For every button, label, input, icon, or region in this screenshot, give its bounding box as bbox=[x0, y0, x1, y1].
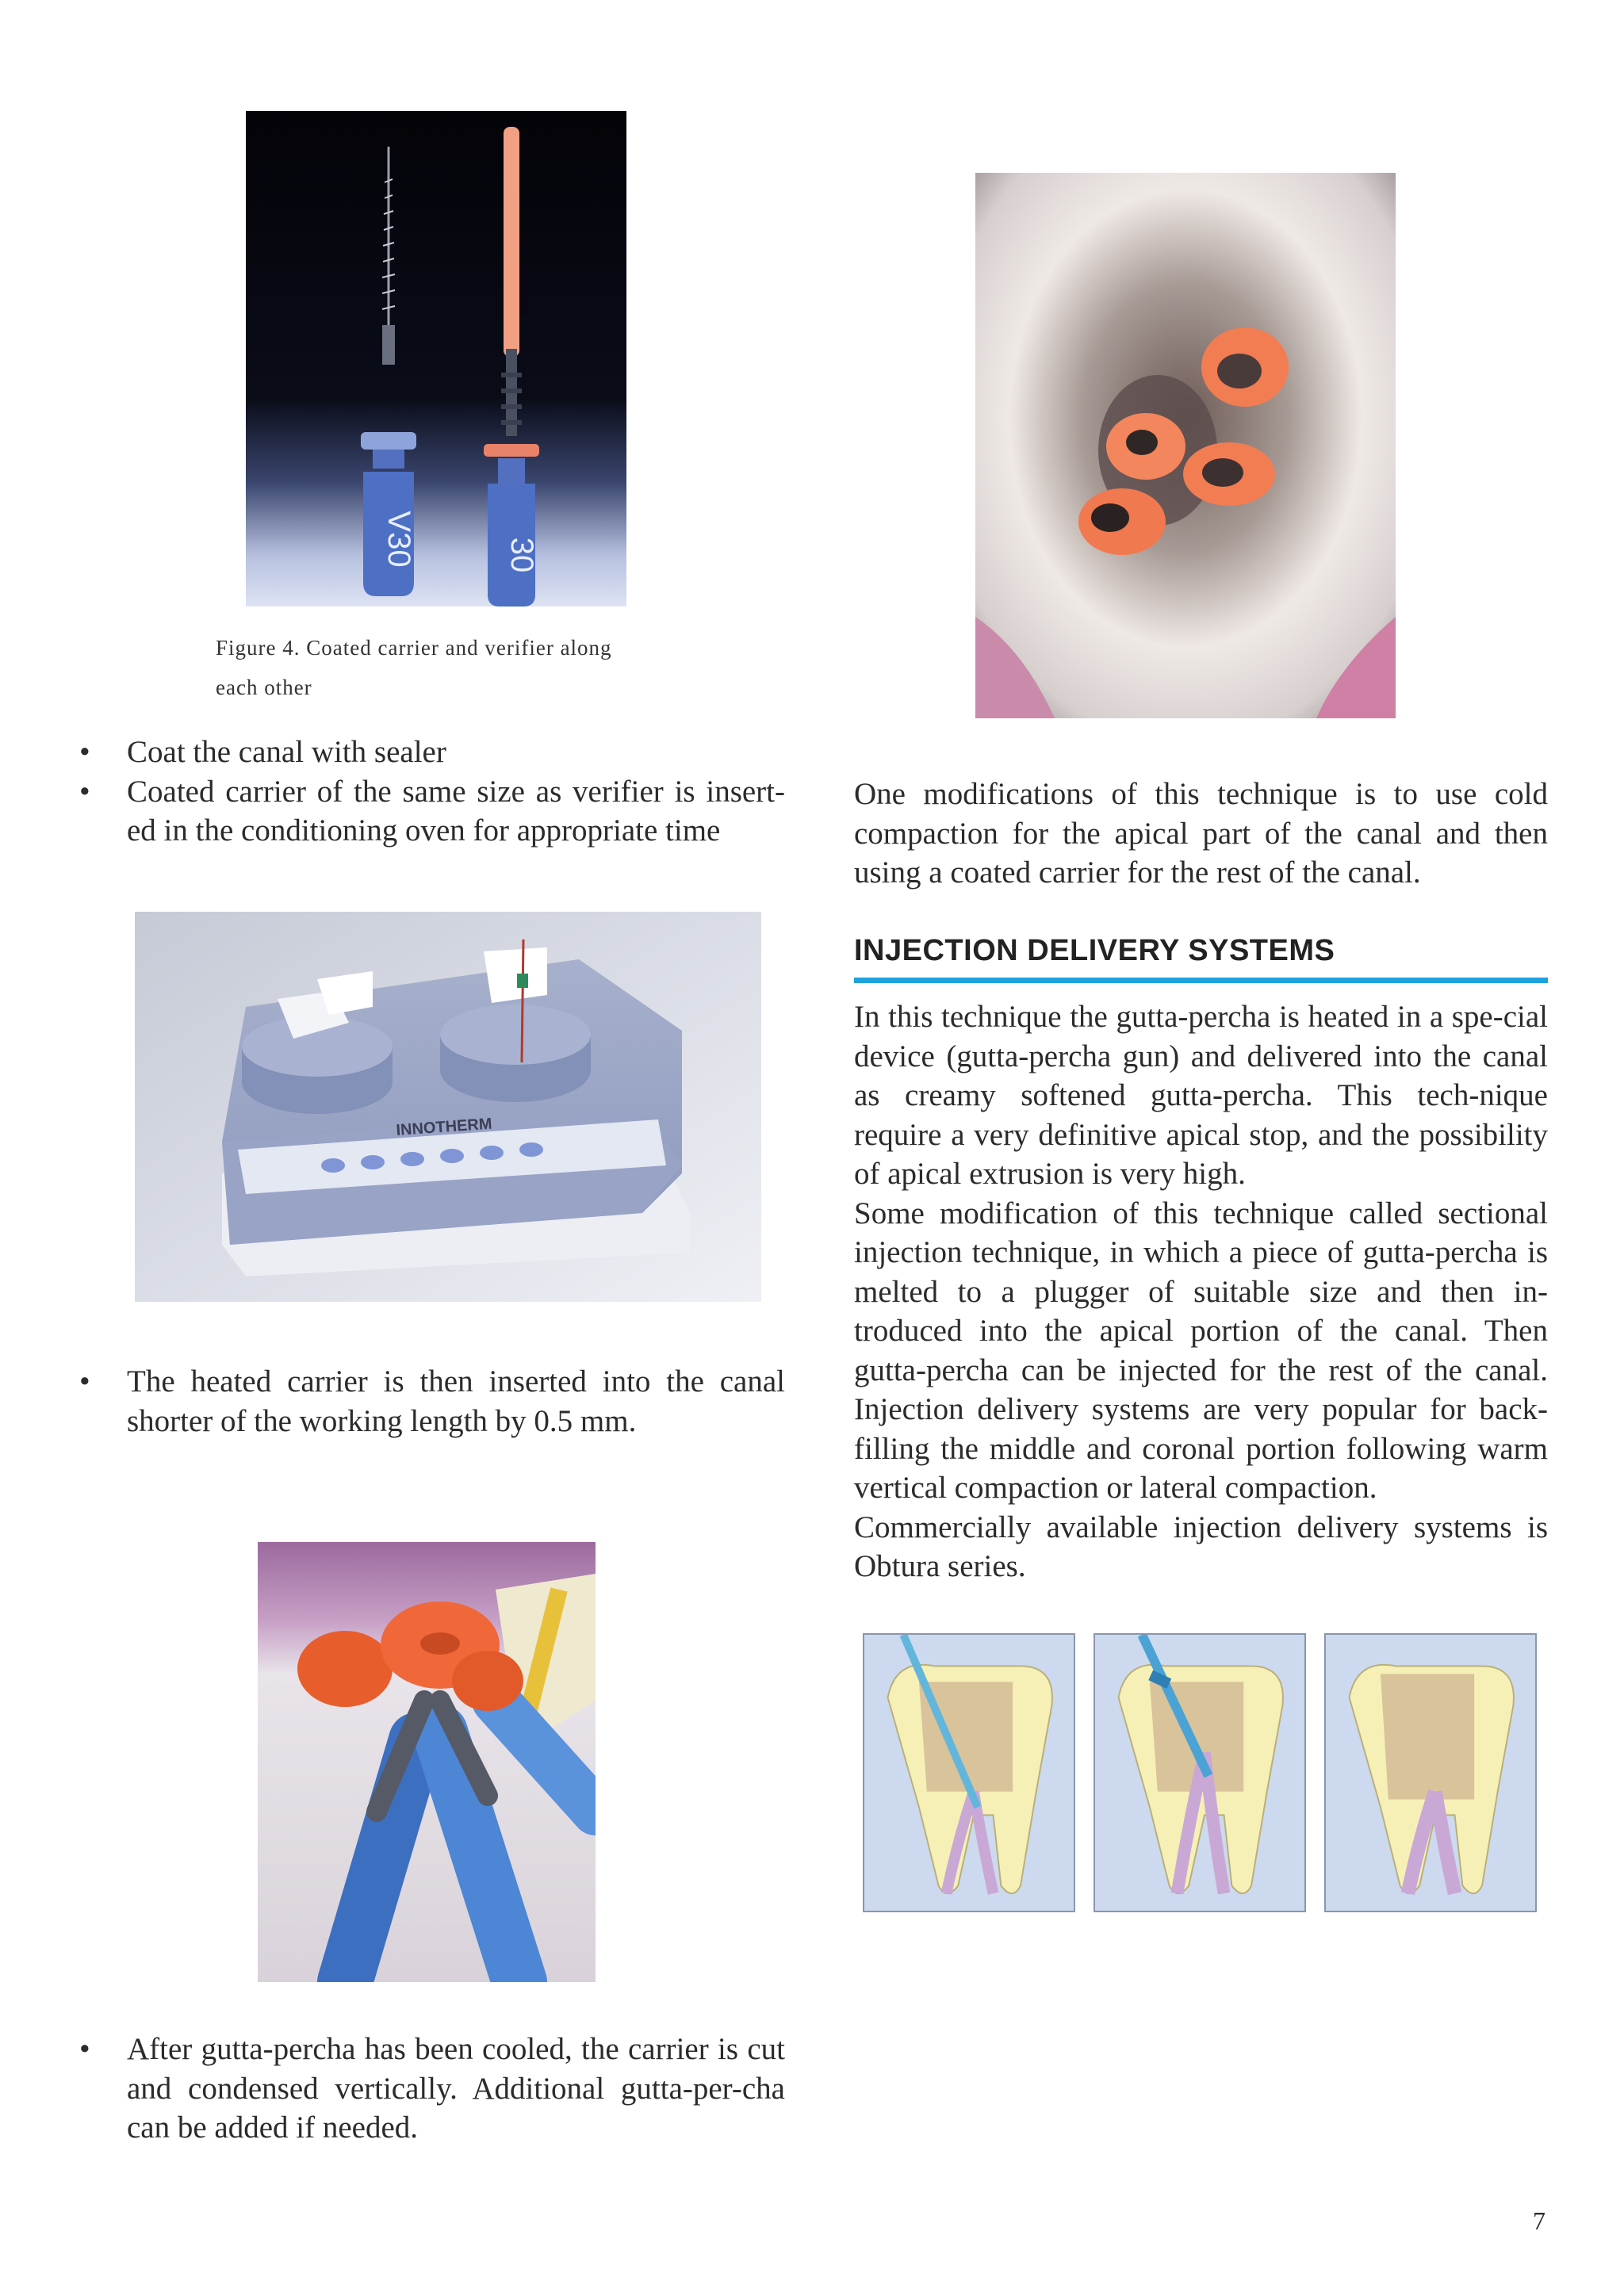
carrier-insertion-photo bbox=[258, 1542, 596, 1982]
body-paragraph-2: Some modification of this technique called sectional injection technique, in which a piece of gutta-percha is melted to a plugger of suitable size and then in-troduced into the apical portion of the canal. Then gutta-percha can be injected for the rest of the canal. Injection delivery systems are very popular for back-filling the middle and coronal portion following warm vertical compaction or lateral compaction. bbox=[854, 1196, 1548, 1505]
bullet-text: Coat the canal with sealer bbox=[127, 735, 446, 769]
bullet-list-3 bbox=[79, 2030, 785, 2148]
list-item bbox=[79, 733, 785, 772]
verifier-label: V30 bbox=[381, 511, 416, 568]
list-item bbox=[79, 772, 785, 851]
figure4-caption bbox=[216, 628, 660, 707]
section-heading: INJECTION DELIVERY SYSTEMS bbox=[854, 934, 1335, 967]
injection-diagram-2 bbox=[1094, 1633, 1306, 1912]
body-paragraph-3: Commercially available injection delivery systems is Obtura series. bbox=[854, 1510, 1548, 1583]
intro-paragraph: One modifications of this technique is to use cold compaction for the apical part of the canal and then using a coated carrier for the rest of the canal. bbox=[854, 777, 1548, 890]
bullet-dot: • bbox=[79, 774, 90, 809]
bullet-dot: • bbox=[79, 1364, 90, 1399]
heading-underline bbox=[854, 978, 1548, 983]
bullet-list-1 bbox=[79, 733, 785, 851]
injection-diagram-1 bbox=[863, 1633, 1075, 1912]
figure4-caption-line1: Figure 4. Coated carrier and verifier along bbox=[216, 636, 612, 660]
figure4-caption-line2: each other bbox=[216, 675, 312, 699]
list-item bbox=[79, 1362, 785, 1441]
conditioning-oven-photo bbox=[135, 912, 761, 1302]
bullet-text: After gutta-percha has been cooled, the carrier is cut and condensed vertically. Additional gutta-per-cha can be added if needed. bbox=[127, 2032, 785, 2145]
bullet-dot: • bbox=[79, 735, 90, 769]
body-text bbox=[854, 997, 1548, 1586]
injection-diagram-3 bbox=[1324, 1633, 1537, 1912]
page-number: 7 bbox=[1533, 2206, 1545, 2235]
bullet-list-2 bbox=[79, 1362, 785, 1441]
canal-orifices-photo bbox=[975, 173, 1396, 718]
body-paragraph-1: In this technique the gutta-percha is heated in a spe-cial device (gutta-percha gun) and delivered into the canal as creamy softened gutta-percha. This tech-nique require a very definitive apical stop, and the possibility of apical extrusion is very high. bbox=[854, 1000, 1548, 1191]
carrier-label: 30 bbox=[504, 537, 539, 573]
bullet-dot: • bbox=[79, 2032, 90, 2066]
oven-brand-label: INNOTHERM bbox=[395, 1115, 493, 1139]
bullet-text: Coated carrier of the same size as verifier is insert-ed in the conditioning oven for appropriate time bbox=[127, 774, 785, 848]
list-item bbox=[79, 2030, 785, 2148]
bullet-text: The heated carrier is then inserted into the canal shorter of the working length by 0.5 mm. bbox=[127, 1364, 785, 1438]
figure4-photo bbox=[246, 111, 626, 607]
